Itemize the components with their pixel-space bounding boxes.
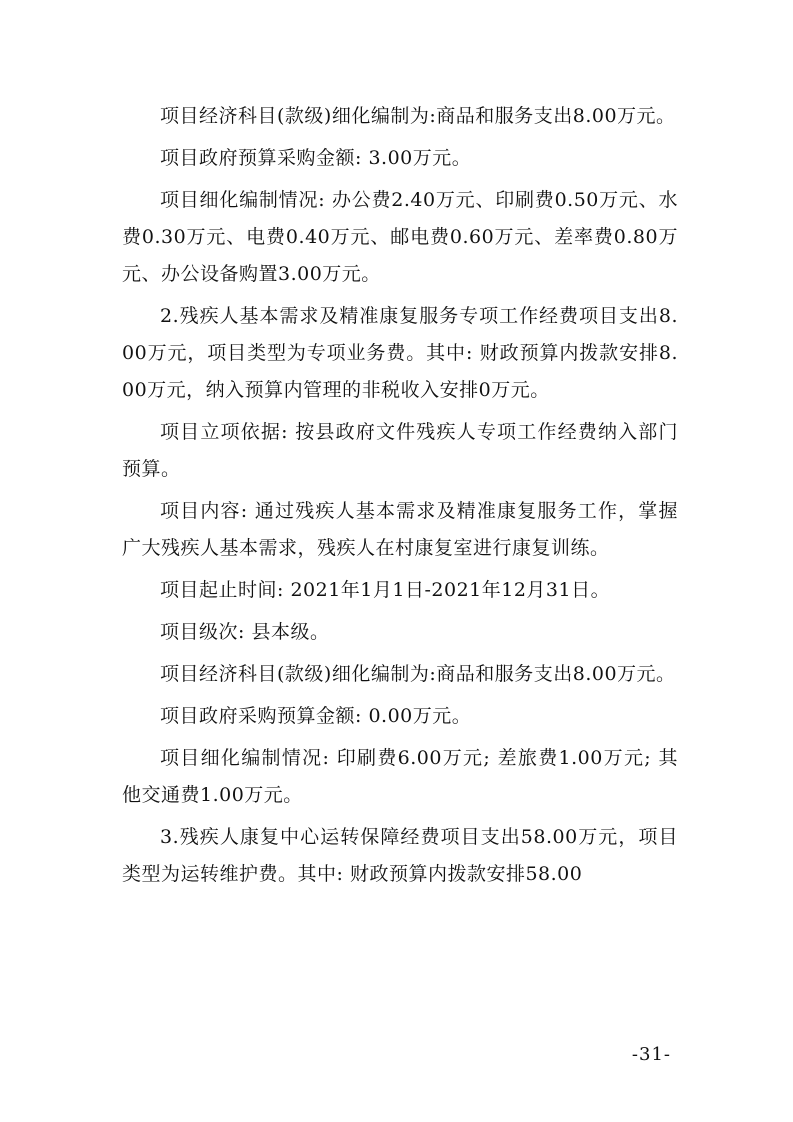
- paragraph: 项目级次: 县本级。: [160, 621, 330, 643]
- paragraph: 项目细化编制情况: 印刷费6.00万元; 差旅费1.00万元; 其他交通费1.00万元。: [122, 747, 678, 806]
- paragraph: 项目政府采购预算金额: 0.00万元。: [160, 705, 472, 727]
- paragraph: 项目内容: 通过残疾人基本需求及精准康复服务工作，掌握广大残疾人基本需求，残疾人在村康复室进行康复训练。: [122, 500, 678, 559]
- paragraph: 项目政府预算采购金额: 3.00万元。: [160, 147, 472, 169]
- page-number: -31-: [631, 1044, 671, 1065]
- paragraph: 项目立项依据: 按县政府文件残疾人专项工作经费纳入部门预算。: [122, 421, 678, 480]
- paragraph: 项目细化编制情况: 办公费2.40万元、印刷费0.50万元、水费0.30万元、电费0.40万元、邮电费0.60万元、差率费0.80万元、办公设备购置3.00万元。: [122, 189, 678, 285]
- body-text: [122, 98, 678, 893]
- paragraph: 3.残疾人康复中心运转保障经费项目支出58.00万元，项目类型为运转维护费。其中: 财政预算内拨款安排58.00: [122, 826, 678, 885]
- paragraph: 2.残疾人基本需求及精准康复服务专项工作经费项目支出8.00万元，项目类型为专项业务费。其中: 财政预算内拨款安排8.00万元，纳入预算内管理的非税收入安排0万元。: [122, 305, 678, 401]
- paragraph: 项目经济科目(款级)细化编制为:商品和服务支出8.00万元。: [160, 105, 676, 127]
- paragraph: 项目经济科目(款级)细化编制为:商品和服务支出8.00万元。: [160, 663, 676, 685]
- paragraph: 项目起止时间: 2021年1月1日-2021年12月31日。: [160, 579, 611, 601]
